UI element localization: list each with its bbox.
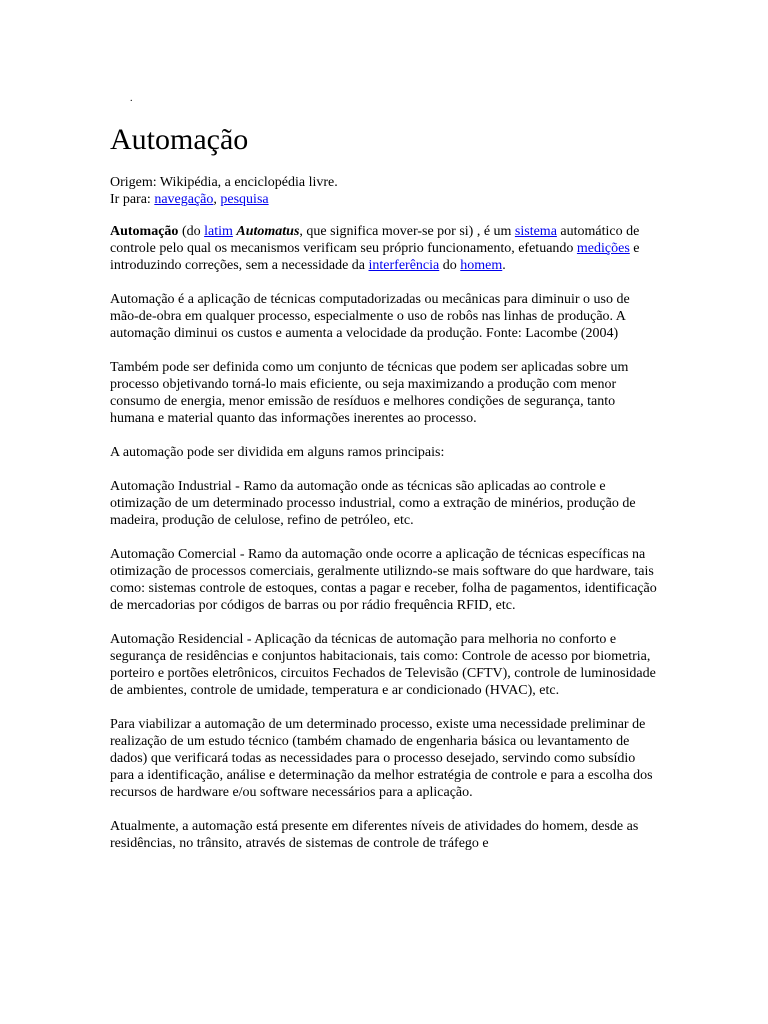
paragraph-industrial: Automação Industrial - Ramo da automação onde as técnicas são aplicadas ao controle e otimização de um determinado processo industrial, como a extração de minérios, produção de madeira, produção de celulose, refino de petróleo, etc. (110, 479, 636, 528)
navigation-link[interactable]: navegação (154, 192, 214, 207)
paragraph-commercial: Automação Comercial - Ramo da automação onde ocorre a aplicação de técnicas específicas na otimização de processos comerciais, geralmente utilizndo-se mais software do que hardware, tais como: sistemas controle de estoques, contas a pagar e receber, folha de pagamentos, identificação de mercadorias por códigos de barras ou por rádio frequência RFID, etc. (110, 547, 657, 613)
intro-text-7: . (502, 258, 506, 273)
article-body (110, 223, 660, 869)
source-line: Origem: Wikipédia, a enciclopédia livre. (110, 175, 338, 190)
paragraph-current: Atualmente, a automação está presente em diferentes níveis de atividades do homem, desde as residências, no trânsito, através de sistemas de controle de tráfego e (110, 819, 639, 851)
paragraph-definition: Automação é a aplicação de técnicas computadorizadas ou mecânicas para diminuir o uso de mão-de-obra em qualquer processo, especialmente o uso de robôs nas linhas de produção. A automação diminui os custos e aumenta a velocidade da produção. Fonte: Lacombe (2004) (110, 292, 630, 341)
page-title: Automação (110, 123, 249, 156)
medicoes-link[interactable]: medições (576, 241, 630, 256)
intro-term: Automação (110, 224, 179, 239)
paragraph-residential: Automação Residencial - Aplicação da técnicas de automação para melhoria no conforto e segurança de residências e conjuntos habitacionais, tais como: Controle de acesso por biometria, porteiro e portões eletrônicos, circuitos Fechados de Televisão (CFTV), controle de luminosidade de ambientes, controle de umidade, temperatura e ar condicionado (HVAC), etc. (110, 632, 656, 698)
paragraph-branches-intro: A automação pode ser dividida em alguns ramos principais: (110, 445, 445, 460)
intro-text-4: automático de controle pelo qual os mecanismos verificam seu próprio funcionamento, efetuando (110, 224, 640, 256)
goto-line (110, 191, 670, 208)
homem-link[interactable]: homem (460, 258, 503, 273)
intro-text-1: (do (178, 224, 205, 239)
intro-text-5: e introduzindo correções, sem a necessidade da (110, 241, 640, 273)
intro-text-3: , que significa mover-se por si) , é um (299, 224, 515, 239)
paragraph-viability: Para viabilizar a automação de um determinado processo, existe uma necessidade preliminar de realização de um estudo técnico (também chamado de engenharia básica ou levantamento de dados) que verificará todas as necessidades para o processo desejado, servindo como subsídio para a identificação, análise e determinação da melhor estratégia de controle e para a escolha dos recursos de hardware e/ou software necessários para a aplicação. (110, 717, 653, 800)
goto-separator: , (213, 192, 221, 207)
search-link[interactable]: pesquisa (220, 192, 269, 207)
paragraph-alt-definition: Também pode ser definida como um conjunto de técnicas que podem ser aplicadas sobre um processo objetivando torná-lo mais eficiente, ou seja maximizando a produção com menor consumo de energia, menor emissão de resíduos e melhores condições de segurança, tanto humana e material quanto das informações inerentes ao processo. (110, 360, 629, 426)
latin-word: Automatus (236, 224, 300, 239)
page-marker: . (130, 93, 133, 104)
intro-text-6: do (439, 258, 461, 273)
sistema-link[interactable]: sistema (514, 224, 557, 239)
latim-link[interactable]: latim (204, 224, 233, 239)
intro-paragraph (110, 223, 660, 274)
goto-prefix: Ir para: (110, 192, 155, 207)
interferencia-link[interactable]: interferência (368, 258, 440, 273)
article-meta (110, 174, 670, 208)
